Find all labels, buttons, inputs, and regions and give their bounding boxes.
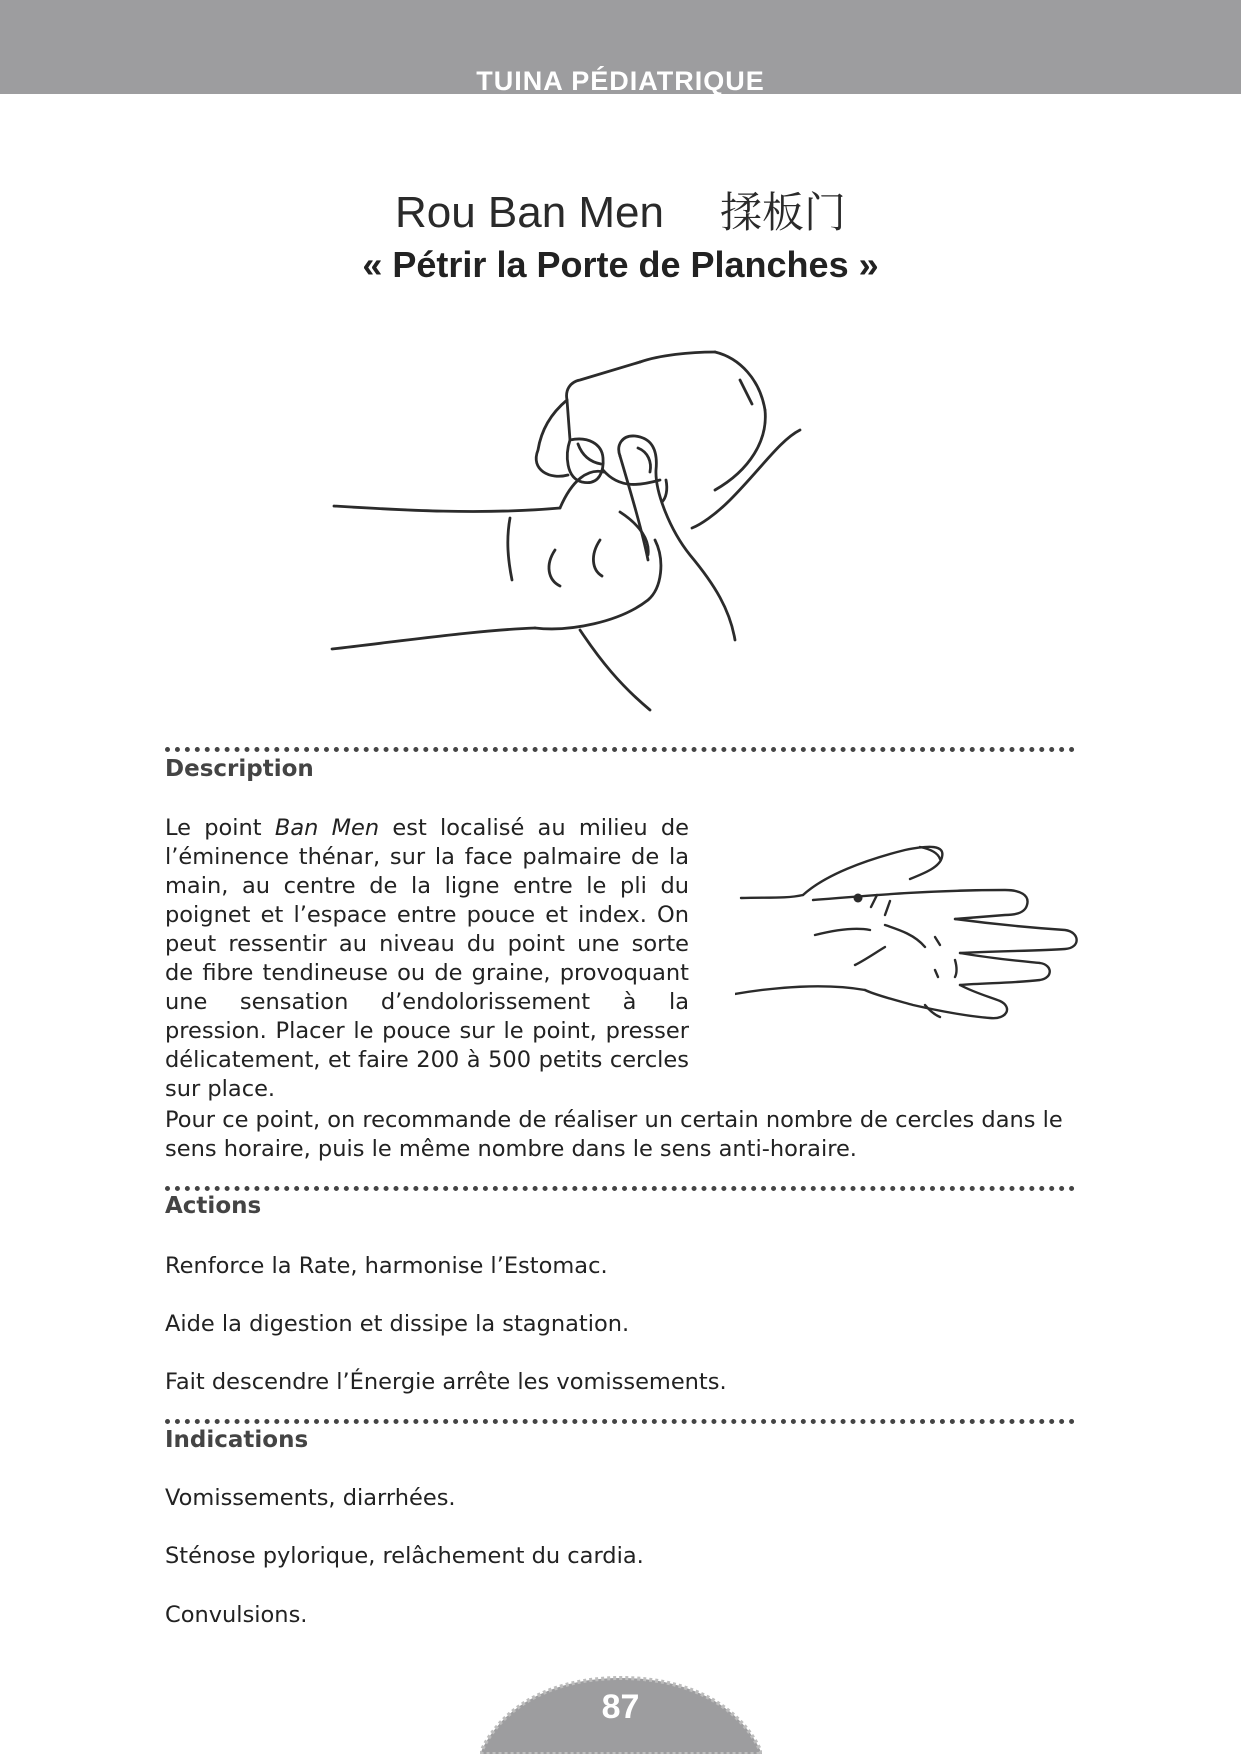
title-latin: Rou Ban Men xyxy=(394,188,665,237)
page-number: 87 xyxy=(601,1688,640,1726)
description-note: Pour ce point, on recommande de réaliser un certain nombre de cercles dans le sens horaire, puis le même nombre dans le sens anti-horaire. xyxy=(165,1107,1063,1162)
action-item: Renforce la Rate, harmonise l’Estomac. xyxy=(165,1253,608,1279)
actions-heading: Actions xyxy=(165,1193,262,1219)
running-title: TUINA PÉDIATRIQUE xyxy=(476,66,765,96)
action-item: Fait descendre l’Énergie arrête les vomissements. xyxy=(165,1369,727,1395)
hands-kneading-illustration xyxy=(320,340,910,720)
description-text-rest: est localisé au milieu de l’éminence thénar, sur la face palmaire de la main, au centre de la ligne entre le pli du poignet et l’espace entre pouce et index. On peut ressentir au niveau du point une sorte de fibre tendineuse ou de graine, provoquant une sensation d’endolorissement à la pression. Placer le pouce sur le point, presser délicatement, et faire 200 à 500 petits cercles sur place. xyxy=(165,815,690,1102)
indication-item: Convulsions. xyxy=(165,1602,308,1628)
page-subtitle: « Pétrir la Porte de Planches » xyxy=(362,244,879,285)
indication-item: Sténose pylorique, relâchement du cardia. xyxy=(165,1543,644,1569)
description-paragraph xyxy=(165,814,689,1104)
section-divider xyxy=(165,747,1075,752)
page-title xyxy=(0,180,1241,240)
title-chinese: 揉板门 xyxy=(720,188,847,237)
indications-heading: Indications xyxy=(165,1427,309,1453)
palm-point-illustration xyxy=(735,835,1085,1035)
description-text-start: Le point xyxy=(165,815,275,841)
indication-item: Vomissements, diarrhées. xyxy=(165,1485,456,1511)
section-divider xyxy=(165,1419,1075,1424)
action-item: Aide la digestion et dissipe la stagnation. xyxy=(165,1311,630,1337)
point-name-term: Ban Men xyxy=(274,815,380,841)
description-heading: Description xyxy=(165,756,314,782)
section-divider xyxy=(165,1186,1075,1191)
